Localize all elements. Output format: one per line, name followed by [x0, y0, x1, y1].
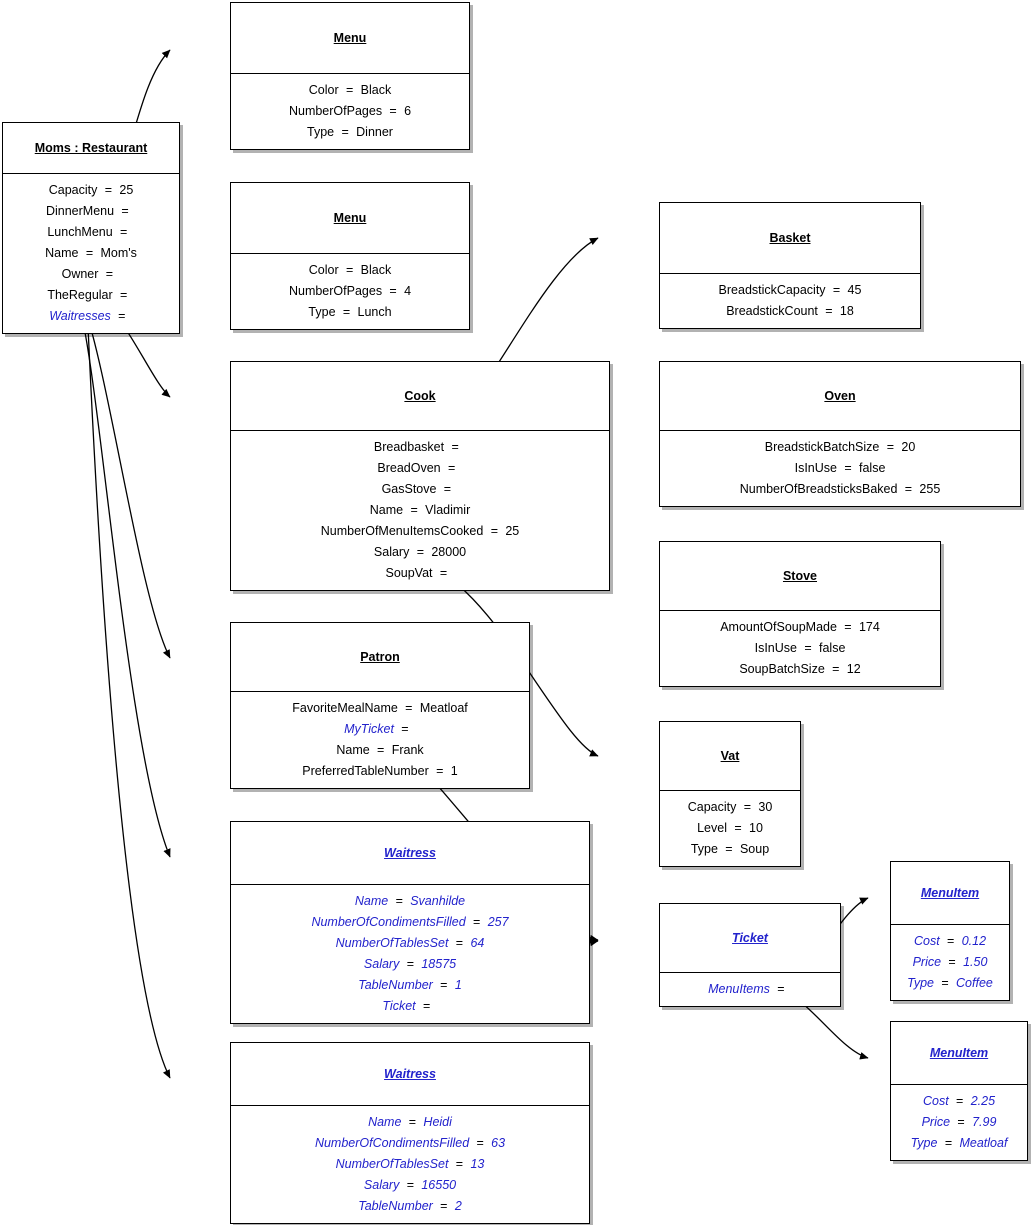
attr-equals: = [451, 440, 459, 454]
node-attributes [3, 174, 179, 333]
attr-equals: = [941, 976, 949, 990]
link-theregular [84, 306, 170, 658]
attr-row [231, 80, 469, 101]
attr-value: 7.99 [972, 1115, 997, 1129]
attr-name: Salary [363, 957, 400, 971]
attr-value: Heidi [423, 1115, 452, 1129]
attr-equals: = [455, 936, 464, 950]
object-node-waitress-svanhilde[interactable] [230, 821, 590, 1024]
attr-row [231, 437, 609, 458]
node-title: Vat [720, 749, 740, 763]
node-title: Waitress [384, 846, 436, 860]
attr-name: BreadstickCount [726, 304, 818, 318]
attr-equals: = [389, 284, 397, 298]
attr-name: LunchMenu [47, 225, 113, 239]
attr-equals: = [455, 1157, 464, 1171]
attr-equals: = [476, 1136, 484, 1150]
attr-name: Price [921, 1115, 951, 1129]
attr-name: NumberOfPages [288, 104, 383, 118]
attr-equals: = [120, 225, 128, 239]
attr-value: 25 [505, 524, 520, 538]
attr-value: 1 [454, 978, 462, 992]
attr-name: TableNumber [358, 1199, 433, 1213]
attr-name: Level [697, 821, 727, 835]
object-node-patron[interactable] [230, 622, 530, 789]
attr-row [231, 954, 589, 975]
attr-row [231, 761, 529, 782]
attr-equals: = [473, 915, 481, 929]
attr-name: Type [308, 305, 336, 319]
attr-name: TableNumber [358, 978, 433, 992]
attr-row [891, 1133, 1027, 1154]
attr-row [231, 740, 529, 761]
attr-name: Breadbasket [373, 440, 445, 454]
attr-name: Color [308, 263, 339, 277]
attr-name: TheRegular [47, 288, 113, 302]
attr-name: MyTicket [344, 722, 394, 736]
attr-value: 0.12 [961, 934, 987, 948]
attr-name: MenuItems [708, 982, 770, 996]
attr-value [410, 719, 529, 740]
attr-name: FavoriteMealName [292, 701, 398, 715]
attr-equals: = [947, 934, 955, 948]
attr-equals: = [832, 283, 841, 297]
attr-value: 4 [404, 284, 412, 298]
attr-equals: = [957, 1115, 965, 1129]
attr-row [660, 458, 1020, 479]
attr-value: Mom's [100, 246, 137, 260]
node-title: Waitress [384, 1067, 436, 1081]
attr-row [660, 797, 800, 818]
object-node-basket[interactable] [659, 202, 921, 329]
attr-row [231, 521, 609, 542]
node-title: Stove [782, 569, 818, 583]
attr-name: DinnerMenu [45, 204, 115, 218]
attr-row [231, 500, 609, 521]
attr-value: Dinner [356, 125, 393, 139]
attr-value: false [859, 461, 886, 475]
attr-name: NumberOfCondimentsFilled [311, 915, 466, 929]
attr-value: 1 [450, 764, 458, 778]
attr-value: 2.25 [970, 1094, 996, 1108]
attr-value: 30 [758, 800, 773, 814]
attr-name: NumberOfBreadsticksBaked [739, 482, 898, 496]
attr-equals: = [944, 1136, 953, 1150]
attr-equals: = [395, 894, 403, 908]
attr-name: PreferredTableNumber [302, 764, 429, 778]
node-title: Menu [333, 211, 367, 225]
node-attributes [231, 1106, 589, 1223]
attr-value: 6 [404, 104, 412, 118]
object-node-ticket[interactable] [659, 903, 841, 1007]
attr-name: Salary [363, 1178, 400, 1192]
node-title: MenuItem [929, 1046, 989, 1060]
attr-equals: = [948, 955, 956, 969]
attr-row [231, 912, 589, 933]
node-attributes [660, 791, 800, 866]
attr-value: 25 [119, 183, 134, 197]
attr-value: 18 [839, 304, 854, 318]
attr-row [660, 638, 940, 659]
link-waitresses-2 [88, 327, 170, 1078]
attr-value: 64 [470, 936, 485, 950]
attr-value: 28000 [431, 545, 467, 559]
attr-row [891, 931, 1009, 952]
attr-row [660, 979, 840, 1000]
node-attributes [891, 925, 1009, 1000]
attr-equals: = [85, 246, 94, 260]
attr-name: Color [308, 83, 339, 97]
attr-equals: = [886, 440, 895, 454]
attr-equals: = [416, 545, 424, 559]
node-title: Menu [333, 31, 367, 45]
attr-name: Name [369, 503, 404, 517]
attr-equals: = [121, 204, 129, 218]
attr-value: 63 [491, 1136, 506, 1150]
object-node-stove[interactable] [659, 541, 941, 687]
node-attributes [231, 431, 609, 590]
node-attributes [660, 274, 920, 328]
attr-name: Ticket [382, 999, 416, 1013]
node-title: Basket [769, 231, 811, 245]
attr-row [231, 542, 609, 563]
attr-equals: = [406, 957, 414, 971]
object-node-menuitem-coffee[interactable] [890, 861, 1010, 1001]
attr-name: Cost [913, 934, 940, 948]
attr-name: Name [45, 246, 79, 260]
node-attributes [660, 611, 940, 686]
attr-equals: = [405, 701, 413, 715]
attr-row [231, 281, 469, 302]
attr-row [660, 437, 1020, 458]
attr-row [891, 1112, 1027, 1133]
attr-row [3, 222, 179, 243]
attr-equals: = [341, 125, 349, 139]
attr-equals: = [956, 1094, 964, 1108]
attr-row [660, 818, 800, 839]
attr-name: NumberOfTablesSet [335, 1157, 449, 1171]
node-title: Ticket [732, 931, 768, 945]
attr-equals: = [440, 1199, 448, 1213]
object-node-cook[interactable] [230, 361, 610, 591]
attr-row [231, 302, 469, 323]
attr-name: Name [336, 743, 370, 757]
attr-name: NumberOfMenuItemsCooked [320, 524, 484, 538]
node-attributes [891, 1085, 1027, 1160]
attr-row [231, 101, 469, 122]
attr-value: 13 [470, 1157, 485, 1171]
attr-value [460, 437, 609, 458]
attr-value: Meatloaf [959, 1136, 1008, 1150]
attr-equals: = [825, 304, 833, 318]
attr-value [432, 996, 589, 1017]
attr-equals: = [436, 764, 444, 778]
object-node-oven[interactable] [659, 361, 1021, 507]
link-waitresses-1 [84, 327, 170, 857]
attr-row [891, 973, 1009, 994]
attr-row [660, 280, 920, 301]
node-attributes [660, 431, 1020, 506]
attr-row [231, 1196, 589, 1217]
attr-name: AmountOfSoupMade [720, 620, 837, 634]
attr-row [3, 306, 179, 327]
attr-row [891, 1091, 1027, 1112]
object-node-vat[interactable] [659, 721, 801, 867]
attr-row [231, 1154, 589, 1175]
attr-name: Capacity [48, 183, 98, 197]
attr-row [231, 891, 589, 912]
attr-name: NumberOfTablesSet [335, 936, 449, 950]
attr-equals: = [804, 641, 812, 655]
attr-value [129, 222, 179, 243]
attr-name: Name [354, 894, 389, 908]
attr-value [786, 979, 840, 1000]
attr-row [231, 563, 609, 584]
attr-value: Lunch [357, 305, 392, 319]
attr-value [457, 458, 609, 479]
attr-value: 20 [901, 440, 916, 454]
attr-equals: = [118, 309, 126, 323]
attr-name: Type [907, 976, 935, 990]
attr-name: Type [307, 125, 335, 139]
attr-equals: = [832, 662, 840, 676]
attr-row [231, 479, 609, 500]
attr-value: 174 [858, 620, 880, 634]
attr-value: Soup [739, 842, 770, 856]
attr-value: Black [360, 83, 392, 97]
object-node-menu-lunch[interactable] [230, 182, 470, 330]
attr-equals: = [443, 482, 452, 496]
attr-equals: = [406, 1178, 414, 1192]
node-attributes [231, 254, 469, 329]
attr-name: BreadstickCapacity [718, 283, 826, 297]
attr-equals: = [725, 842, 733, 856]
attr-name: Type [910, 1136, 938, 1150]
attr-row [231, 698, 529, 719]
attr-name: BreadOven [377, 461, 441, 475]
attr-row [231, 260, 469, 281]
attr-value: Svanhilde [410, 894, 466, 908]
attr-value [130, 201, 179, 222]
attr-row [231, 1175, 589, 1196]
attr-equals: = [401, 722, 409, 736]
attr-equals: = [120, 288, 128, 302]
attr-name: Waitresses [49, 309, 111, 323]
attr-equals: = [410, 503, 418, 517]
node-attributes [231, 692, 529, 788]
attr-value: 1.50 [963, 955, 988, 969]
attr-name: SoupBatchSize [739, 662, 825, 676]
attr-value: Coffee [956, 976, 993, 990]
attr-value: 257 [487, 915, 509, 929]
attr-value [452, 479, 609, 500]
attr-value: 45 [847, 283, 862, 297]
node-title: Moms : Restaurant [34, 141, 148, 155]
attr-row [231, 1133, 589, 1154]
attr-row [231, 719, 529, 740]
attr-name: IsInUse [794, 461, 837, 475]
attr-equals: = [105, 267, 114, 281]
attr-value: Vladimir [425, 503, 471, 517]
attr-row [3, 285, 179, 306]
attr-value [129, 285, 179, 306]
attr-equals: = [389, 104, 397, 118]
attr-equals: = [377, 743, 385, 757]
attr-row [891, 952, 1009, 973]
attr-row [231, 933, 589, 954]
attr-value: 12 [846, 662, 861, 676]
attr-row [660, 617, 940, 638]
object-node-moms[interactable] [2, 122, 180, 334]
attr-equals: = [342, 305, 351, 319]
attr-name: NumberOfPages [288, 284, 383, 298]
attr-value [127, 306, 179, 327]
attr-row [231, 122, 469, 143]
attr-equals: = [422, 999, 431, 1013]
attr-equals: = [490, 524, 498, 538]
attr-equals: = [743, 800, 752, 814]
attr-equals: = [104, 183, 113, 197]
attr-value: 18575 [421, 957, 457, 971]
attr-equals: = [904, 482, 913, 496]
attr-name: SoupVat [385, 566, 433, 580]
attr-equals: = [734, 821, 742, 835]
attr-name: BreadstickBatchSize [764, 440, 880, 454]
attr-row [3, 201, 179, 222]
attr-name: Capacity [687, 800, 737, 814]
attr-equals: = [408, 1115, 417, 1129]
attr-name: IsInUse [754, 641, 797, 655]
attr-row [231, 975, 589, 996]
object-node-menu-dinner[interactable] [230, 2, 470, 150]
attr-row [3, 264, 179, 285]
node-attributes [231, 885, 589, 1023]
attr-row [231, 996, 589, 1017]
attr-row [660, 659, 940, 680]
attr-value: 16550 [421, 1178, 457, 1192]
attr-row [231, 458, 609, 479]
attr-equals: = [346, 263, 354, 277]
node-title: Patron [360, 650, 400, 664]
node-title: Oven [824, 389, 856, 403]
attr-value [449, 563, 609, 584]
attr-value: 255 [919, 482, 941, 496]
attr-value: Frank [391, 743, 424, 757]
node-title: Cook [404, 389, 436, 403]
attr-value [114, 264, 179, 285]
attr-equals: = [346, 83, 354, 97]
attr-equals: = [439, 566, 448, 580]
attr-value: 10 [749, 821, 763, 835]
attr-row [3, 180, 179, 201]
attr-value: 2 [454, 1199, 462, 1213]
attr-row [3, 243, 179, 264]
attr-row [660, 839, 800, 860]
attr-name: Cost [922, 1094, 949, 1108]
attr-name: NumberOfCondimentsFilled [314, 1136, 470, 1150]
attr-row [660, 479, 1020, 500]
node-attributes [231, 74, 469, 149]
attr-name: Salary [373, 545, 410, 559]
node-attributes [660, 973, 840, 1006]
attr-equals: = [777, 982, 785, 996]
attr-equals: = [440, 978, 448, 992]
attr-equals: = [447, 461, 456, 475]
attr-equals: = [844, 461, 852, 475]
attr-name: Type [690, 842, 718, 856]
attr-value: false [819, 641, 846, 655]
attr-equals: = [844, 620, 852, 634]
attr-name: Owner [61, 267, 99, 281]
attr-name: GasStove [381, 482, 437, 496]
node-title: MenuItem [920, 886, 980, 900]
object-node-waitress-heidi[interactable] [230, 1042, 590, 1224]
attr-name: Name [368, 1115, 402, 1129]
object-node-menuitem-meatloaf[interactable] [890, 1021, 1028, 1161]
attr-name: Price [912, 955, 942, 969]
attr-value: Black [360, 263, 392, 277]
attr-value: Meatloaf [419, 701, 468, 715]
attr-row [660, 301, 920, 322]
attr-row [231, 1112, 589, 1133]
